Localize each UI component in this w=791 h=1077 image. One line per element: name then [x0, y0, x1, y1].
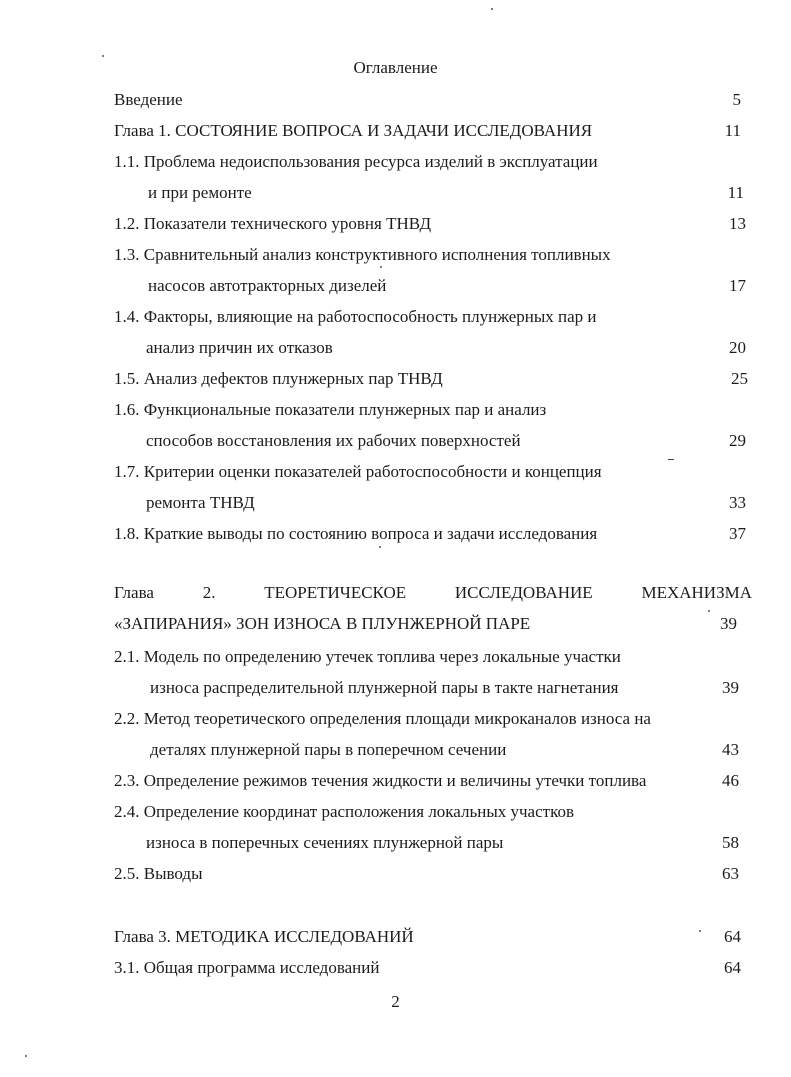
toc-entry-chapter-2-line1	[114, 582, 752, 604]
toc-entry-2-1-line1: 2.1. Модель по определению утечек топлива через локальные участки	[114, 647, 621, 666]
toc-entry-2-3: 2.3. Определение режимов течения жидкости и величины утечки топлива	[114, 771, 647, 790]
toc-entry-1-8: 1.8. Краткие выводы по состоянию вопроса и задачи исследования	[114, 524, 598, 543]
toc-entry-1-1-line1: 1.1. Проблема недоиспользования ресурса изделий в эксплуатации	[114, 152, 598, 171]
toc-page-2-2: 43	[722, 740, 739, 759]
toc-page-1-4: 20	[729, 338, 746, 357]
toc-page-intro: 5	[732, 90, 741, 109]
toc-page-1-7: 33	[729, 493, 746, 512]
toc-page-1-2: 13	[729, 214, 746, 233]
toc-page-3-1: 64	[724, 958, 741, 977]
toc-page-1-5: 25	[731, 369, 748, 388]
toc-page-chapter-2: 39	[720, 614, 737, 633]
chapter-2-word: 2.	[202, 583, 216, 602]
scan-speck	[668, 459, 674, 460]
toc-entry-2-2-line2: деталях плунжерной пары в поперечном сечении	[150, 740, 507, 759]
toc-entry-3-1: 3.1. Общая программа исследований	[114, 958, 380, 977]
toc-page-1-1: 11	[727, 183, 744, 202]
toc-entry-1-6-line1: 1.6. Функциональные показатели плунжерных пар и анализ	[114, 400, 547, 419]
toc-title: Оглавление	[353, 58, 438, 77]
page-number: 2	[391, 992, 400, 1011]
toc-entry-1-6-line2: способов восстановления их рабочих поверхностей	[146, 431, 521, 450]
toc-entry-2-5: 2.5. Выводы	[114, 864, 203, 883]
scan-speck	[102, 55, 104, 57]
scan-speck	[25, 1055, 27, 1057]
toc-entry-2-4-line1: 2.4. Определение координат расположения локальных участков	[114, 802, 574, 821]
toc-page-1-8: 37	[729, 524, 746, 543]
toc-entry-1-3-line1: 1.3. Сравнительный анализ конструктивного исполнения топливных	[114, 245, 611, 264]
scan-speck	[379, 546, 381, 548]
toc-entry-1-4-line1: 1.4. Факторы, влияющие на работоспособность плунжерных пар и	[114, 307, 597, 326]
scan-speck	[491, 8, 493, 10]
toc-entry-2-4-line2: износа в поперечных сечениях плунжерной пары	[146, 833, 504, 852]
chapter-2-word: ИССЛЕДОВАНИЕ	[454, 583, 593, 602]
chapter-2-word: Глава	[114, 583, 154, 602]
toc-entry-1-7-line1: 1.7. Критерии оценки показателей работоспособности и концепция	[114, 462, 602, 481]
chapter-2-word: ТЕОРЕТИЧЕСКОЕ	[264, 583, 407, 602]
scan-speck	[699, 930, 701, 932]
toc-page-2-1: 39	[722, 678, 739, 697]
toc-page-2-5: 63	[722, 864, 739, 883]
toc-entry-intro: Введение	[114, 90, 183, 109]
scan-speck	[380, 266, 382, 268]
toc-page-1-3: 17	[729, 276, 746, 295]
toc-page-chapter-3: 64	[724, 927, 741, 946]
toc-page-chapter-1: 11	[724, 121, 741, 140]
toc-entry-chapter-3: Глава 3. МЕТОДИКА ИССЛЕДОВАНИЙ	[114, 927, 414, 946]
toc-page-1-6: 29	[729, 431, 746, 450]
toc-entry-1-5: 1.5. Анализ дефектов плунжерных пар ТНВД	[114, 369, 443, 388]
toc-page-2-4: 58	[722, 833, 739, 852]
toc-entry-1-3-line2: насосов автотракторных дизелей	[148, 276, 387, 295]
scan-speck	[708, 610, 710, 612]
toc-entry-1-4-line2: анализ причин их отказов	[146, 338, 333, 357]
toc-entry-2-1-line2: износа распределительной плунжерной пары в такте нагнетания	[150, 678, 619, 697]
toc-entry-1-1-line2: и при ремонте	[148, 183, 252, 202]
toc-entry-1-7-line2: ремонта ТНВД	[146, 493, 255, 512]
toc-entry-1-2: 1.2. Показатели технического уровня ТНВД	[114, 214, 432, 233]
toc-entry-2-2-line1: 2.2. Метод теоретического определения площади микроканалов износа на	[114, 709, 651, 728]
toc-entry-chapter-2-line2: «ЗАПИРАНИЯ» ЗОН ИЗНОСА В ПЛУНЖЕРНОЙ ПАРЕ	[114, 614, 531, 633]
toc-page-2-3: 46	[722, 771, 739, 790]
chapter-2-word: МЕХАНИЗМА	[641, 583, 752, 602]
toc-entry-chapter-1: Глава 1. СОСТОЯНИЕ ВОПРОСА И ЗАДАЧИ ИССЛЕДОВАНИЯ	[114, 121, 593, 140]
